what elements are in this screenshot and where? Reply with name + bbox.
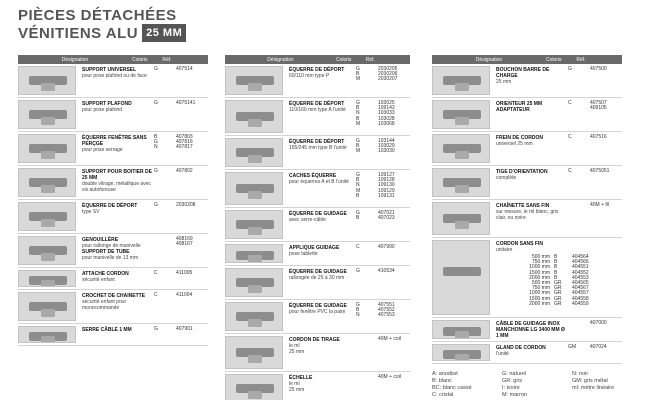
product-image <box>18 270 76 287</box>
color-codes <box>356 372 378 400</box>
ref-codes: 109127 109128 109130 109129 109131 <box>378 172 395 199</box>
legend-entry: N: noir <box>572 371 589 377</box>
product-image <box>18 202 76 231</box>
table-header <box>432 55 622 64</box>
legend-line <box>432 371 642 378</box>
product-shape <box>455 151 469 159</box>
color-codes: C <box>154 270 158 276</box>
product-name: GLAND DE CORDON <box>496 345 546 351</box>
product-shape <box>248 391 262 399</box>
length: 1500 mm <box>529 295 550 302</box>
product-shape <box>248 285 262 293</box>
color-codes: G B N B M <box>356 100 361 127</box>
color-code: GR <box>554 300 562 307</box>
product-desc: sécurité enfant pour monocommande <box>82 299 127 311</box>
product-row <box>432 318 622 342</box>
product-row <box>18 234 208 268</box>
product-image <box>432 240 490 315</box>
ref-codes: 407500 <box>590 66 607 72</box>
product-shape <box>248 83 262 91</box>
title-line-1: PIÈCES DÉTACHÉES <box>18 7 177 24</box>
product-row <box>18 324 208 346</box>
legend-entry: M: marron <box>502 392 528 398</box>
product-info <box>285 64 356 97</box>
color-code: GR <box>554 285 562 292</box>
header-designation: Désignation <box>61 56 89 63</box>
product-desc: rallongée de 25 à 30 mm <box>289 275 345 281</box>
product-shape <box>455 83 469 91</box>
column-1 <box>18 55 208 346</box>
product-info <box>285 170 356 207</box>
product-info <box>78 166 154 199</box>
length: 500 mm <box>531 254 550 260</box>
ref-code: 404565 <box>572 280 589 287</box>
product-desc: sur mesure, le ml blanc, gris clair, ou noire <box>496 209 559 221</box>
cordon-sans-fin-row <box>432 238 622 318</box>
color-codes: B G N <box>154 134 158 151</box>
legend-entry: I: ivoire <box>502 385 520 391</box>
header-colors: Coloris <box>132 56 148 63</box>
color-code: B <box>554 274 558 281</box>
product-image <box>225 374 283 400</box>
product-shape <box>248 355 262 363</box>
product-info <box>78 132 154 165</box>
ref-codes: 407514 <box>176 66 193 72</box>
product-info <box>492 342 568 363</box>
product-info <box>78 324 154 345</box>
ref-codes: 410534 <box>378 268 395 274</box>
color-legend <box>432 371 642 399</box>
ref-codes: 2030205 2030206 2030207 <box>378 66 398 83</box>
product-row <box>18 290 208 324</box>
product-desc: pour équerres A et B l'unité <box>289 179 349 185</box>
color-codes <box>356 334 378 371</box>
ref-codes: 2030208 <box>176 202 196 208</box>
product-shape <box>41 83 55 91</box>
color-codes: G <box>154 168 158 174</box>
header-ref: Réf. <box>162 56 172 63</box>
product-name: TIGE D'ORIENTATION <box>496 169 548 175</box>
product-row <box>18 166 208 200</box>
color-codes: C <box>356 244 360 250</box>
color-codes: G <box>568 66 572 72</box>
product-info <box>492 98 568 131</box>
ref-code: 404558 <box>572 295 589 302</box>
length: 750 mm <box>531 285 550 292</box>
product-row <box>432 64 622 98</box>
product-name: SUPPORT POUR BOITIER DE 25 MM <box>82 169 153 181</box>
ref-codes: 407507 409105 <box>590 100 607 112</box>
product-info <box>285 98 356 135</box>
ref-codes: 407024 <box>590 344 607 350</box>
length: 2000 mm <box>529 300 550 307</box>
product-name: SUPPORT PLAFOND <box>82 101 132 107</box>
ref-code: 404552 <box>572 269 589 276</box>
product-name: BOUCHON BARRE DE CHARGE <box>496 67 550 79</box>
color-codes: C <box>154 292 158 298</box>
product-row <box>432 200 622 238</box>
header-colors: Coloris <box>336 56 352 63</box>
product-info <box>78 64 154 97</box>
product-info <box>492 200 568 237</box>
product-desc: pour pose plafond ou de face <box>82 73 147 79</box>
color-codes: C <box>568 100 572 106</box>
color-codes <box>154 234 176 267</box>
product-image <box>432 320 490 339</box>
product-image <box>225 302 283 331</box>
legend-line <box>432 385 642 392</box>
legend-line <box>432 378 642 385</box>
product-info <box>78 290 154 323</box>
title-text: VÉNITIENS ALU <box>18 25 139 42</box>
product-name: CACHES ÉQUERRE <box>289 173 337 179</box>
product-image <box>432 168 490 197</box>
product-name: SUPPORT UNIVERSEL <box>82 67 137 73</box>
product-desc: unitaire <box>496 247 513 253</box>
ref-codes: 407021 407023 <box>378 210 395 222</box>
product-row <box>432 342 622 364</box>
header-designation: Désignation <box>267 56 294 63</box>
product-size: 25 mm <box>289 387 305 393</box>
product-info <box>78 234 154 267</box>
product-shape <box>248 155 262 163</box>
product-shape <box>41 336 55 343</box>
length: 1000 mm <box>529 290 550 297</box>
ref-codes: 407802 <box>176 168 193 174</box>
ref-codes: 408169 408167 <box>176 236 193 248</box>
product-image <box>18 168 76 197</box>
legend-entry: GM: gris métal <box>572 378 608 384</box>
product-info <box>492 166 568 199</box>
ref-codes: 4075141 <box>176 100 196 106</box>
product-desc: l'unité <box>496 351 509 357</box>
ref-code: 404566 <box>572 259 589 266</box>
ref-code: 404567 <box>572 285 589 292</box>
product-shape <box>455 185 469 193</box>
product-row <box>225 98 410 136</box>
product-row <box>225 300 410 334</box>
ref-codes: 411004 <box>176 292 193 298</box>
product-image <box>18 292 76 321</box>
product-row <box>18 268 208 290</box>
product-desc: 165/245 mm type B l'unité <box>289 145 347 151</box>
color-code: GR <box>554 280 562 287</box>
product-info <box>492 64 568 97</box>
product-desc: universel 25 mm <box>496 141 533 147</box>
product-name: APPLIQUE GUIDAGE <box>289 245 340 251</box>
product-row <box>225 266 410 300</box>
product-row <box>225 170 410 208</box>
length: 500 mm <box>531 280 550 287</box>
color-codes: G <box>356 268 360 274</box>
header-ref: Réf. <box>365 56 375 63</box>
color-codes <box>568 318 590 341</box>
product-name: CÂBLE DE GUIDAGE INOX MANCHONNE LG 3400 MM Ø 1 MM <box>496 321 565 339</box>
product-image <box>225 100 283 133</box>
product-info <box>492 238 622 317</box>
product-shape <box>41 151 55 159</box>
product-shape <box>248 319 262 327</box>
product-desc: sécurité enfant <box>82 277 115 283</box>
legend-entry: G: naturel <box>502 371 527 377</box>
product-row <box>225 208 410 242</box>
product-shape <box>443 267 481 276</box>
legend-entry: BC: blanc cassé <box>432 385 472 391</box>
product-row <box>18 98 208 132</box>
ref-code: 404551 <box>572 264 589 271</box>
product-info <box>285 242 356 265</box>
product-desc: pour manivelle de 13 mm <box>82 255 139 261</box>
product-image <box>432 100 490 129</box>
color-code: B <box>554 264 558 271</box>
ref-codes: 407551 407552 407553 <box>378 302 395 319</box>
product-shape <box>41 185 55 193</box>
legend-entry: A: anodisé <box>432 371 458 377</box>
product-image <box>18 134 76 163</box>
product-desc: pose tablette <box>289 251 318 257</box>
length: 750 mm <box>531 259 550 266</box>
length: 2000 mm <box>529 274 550 281</box>
product-image <box>225 268 283 297</box>
product-info <box>285 266 356 299</box>
product-name: ÉQUERRE FENÊTRE SANS PERÇGE <box>82 135 147 147</box>
product-image <box>225 66 283 95</box>
ref-code: 404557 <box>572 290 589 297</box>
ref-code: 404564 <box>572 254 589 260</box>
color-codes: C <box>568 134 572 140</box>
table-header <box>225 55 410 64</box>
product-desc: pour fenêtre PVC la paire <box>289 309 346 315</box>
product-image <box>225 172 283 205</box>
product-info <box>285 372 356 400</box>
ref-codes: 40M + coil <box>378 336 401 342</box>
product-row <box>18 132 208 166</box>
product-image <box>225 244 283 263</box>
product-desc: le ml <box>289 381 300 387</box>
product-size: 25 mm <box>289 349 305 355</box>
ref-code: 404553 <box>572 274 589 281</box>
product-name: ORIENTEUR 25 MM ADAPTATEUR <box>496 101 543 113</box>
product-shape <box>455 117 469 125</box>
product-image <box>225 336 283 369</box>
product-row <box>225 334 410 372</box>
product-info <box>78 268 154 289</box>
product-desc: pour pose plafond <box>82 107 123 113</box>
product-name: ÉQUERRE DE DÉPORT <box>289 139 345 145</box>
ref-codes: 407990 <box>378 244 395 250</box>
product-row <box>18 200 208 234</box>
legend-entry: B: blanc <box>432 378 452 384</box>
product-row <box>225 372 410 400</box>
product-shape <box>41 117 55 125</box>
product-info <box>492 318 568 341</box>
product-shape <box>41 253 55 261</box>
product-name: ÉQUERRE DE DÉPORT <box>289 67 345 73</box>
product-shape <box>455 331 469 339</box>
product-image <box>432 202 490 235</box>
product-shape <box>455 221 469 229</box>
color-code: GR <box>554 295 562 302</box>
product-shape <box>248 227 262 235</box>
product-image <box>18 100 76 129</box>
product-name: SUPPORT DE TUBE <box>82 249 130 255</box>
product-desc: pour pose serrage <box>82 147 123 153</box>
product-info <box>78 200 154 233</box>
ref-codes: 103025 109143 103033 103028 103068 <box>378 100 395 127</box>
product-shape <box>41 219 55 227</box>
product-name: CROCHET DE CHAINETTE <box>82 293 146 299</box>
product-name: ÉCHELLE <box>289 375 313 381</box>
product-image <box>432 66 490 95</box>
page-header <box>18 8 186 42</box>
ref-codes: 4075051 <box>590 168 610 174</box>
product-info <box>285 334 356 371</box>
product-row <box>18 64 208 98</box>
header-designation: Désignation <box>475 56 503 63</box>
table-header <box>18 55 208 64</box>
length: 1000 mm <box>529 264 550 271</box>
product-name: SERRE CÂBLE 1 MM <box>82 327 132 333</box>
color-codes: G <box>154 326 158 332</box>
color-codes: G <box>154 202 158 208</box>
header-ref: Réf. <box>576 56 586 63</box>
product-shape <box>455 354 469 361</box>
ref-code: 404559 <box>572 300 589 307</box>
product-image <box>225 138 283 167</box>
product-info <box>492 132 568 165</box>
product-shape <box>248 191 262 199</box>
product-info <box>285 136 356 169</box>
legend-entry: ml: mètre linéaire <box>572 385 615 391</box>
product-info <box>78 98 154 131</box>
product-name: CHAÎNETTE SANS FIN <box>496 203 550 209</box>
product-image <box>18 66 76 95</box>
product-name: CORDON DE TIRAGE <box>289 337 340 343</box>
color-codes: G B N M B <box>356 172 361 199</box>
ref-codes: 407516 <box>590 134 607 140</box>
color-codes: G B M <box>356 66 361 83</box>
product-desc: avec serre-câble <box>289 217 326 223</box>
product-row <box>432 98 622 132</box>
product-name: ÉQUERRE DE GUIDAGE <box>289 269 347 275</box>
header-colors: Coloris <box>546 56 562 63</box>
ref-codes: 407901 <box>176 326 193 332</box>
color-code: GR <box>554 290 562 297</box>
legend-entry: GR: gris <box>502 378 523 384</box>
product-name: ATTACHE CORDON <box>82 271 129 277</box>
product-shape <box>248 255 262 263</box>
product-row <box>432 166 622 200</box>
product-row <box>225 64 410 98</box>
product-name: ÉQUERRE DE DÉPORT <box>289 101 345 107</box>
size-badge: 25 MM <box>142 24 186 42</box>
product-shape <box>41 309 55 317</box>
column-3 <box>432 55 622 364</box>
color-codes <box>568 200 590 237</box>
product-image <box>432 134 490 163</box>
ref-codes: 407803 407816 407817 <box>176 134 193 151</box>
product-image <box>18 236 76 265</box>
product-row <box>432 132 622 166</box>
length: 1500 mm <box>529 269 550 276</box>
color-code: B <box>554 254 558 260</box>
title-line-2 <box>18 24 186 42</box>
color-codes: C <box>568 168 572 174</box>
product-info <box>285 208 356 241</box>
color-codes: G B M <box>356 138 361 155</box>
product-shape <box>41 280 55 287</box>
product-name: ÉQUERRE DE GUIDAGE <box>289 211 347 217</box>
ref-codes: 411005 <box>176 270 193 276</box>
column-2 <box>225 55 410 400</box>
product-desc: double vitrage, métallique avec vis autoforeuse <box>82 181 151 193</box>
product-image <box>225 210 283 239</box>
color-codes: G B <box>356 210 360 222</box>
legend-line <box>432 392 642 399</box>
product-desc: 60/110 mm type P <box>289 73 330 79</box>
cordon-length-row <box>496 302 620 307</box>
product-image <box>432 344 490 361</box>
product-name: CORDON SANS FIN <box>496 241 543 247</box>
ref-codes: 40M + fil <box>590 202 610 208</box>
product-desc: complète <box>496 175 517 181</box>
product-name: ÉQUERRE DE DÉPORT <box>82 203 138 209</box>
product-desc: 110/160 mm type A l'unité <box>289 107 346 113</box>
color-codes: GM <box>568 344 577 350</box>
product-desc: 25 mm <box>496 79 512 85</box>
product-image <box>18 326 76 343</box>
color-codes: G <box>154 66 158 72</box>
legend-entry: C: cristal <box>432 392 454 398</box>
product-row <box>225 136 410 170</box>
color-codes: G B N <box>356 302 360 319</box>
product-name: FREIN DE CORDON <box>496 135 543 141</box>
product-shape <box>248 119 262 127</box>
product-row <box>225 242 410 266</box>
product-desc: pour rallonge de manivelle <box>82 243 141 249</box>
product-name: GENOUILLÈRE <box>82 237 119 243</box>
ref-codes: 40M + coil <box>378 374 401 380</box>
product-name: ÉQUERRE DE GUIDAGE <box>289 303 347 309</box>
ref-codes: 103144 103029 103030 <box>378 138 395 155</box>
product-desc: le ml <box>289 343 300 349</box>
product-desc: type SV <box>82 209 100 215</box>
color-code: B <box>554 269 558 276</box>
color-code: B <box>554 259 558 266</box>
ref-codes: 407000 <box>590 320 607 326</box>
color-codes: G <box>154 100 158 106</box>
product-info <box>285 300 356 333</box>
